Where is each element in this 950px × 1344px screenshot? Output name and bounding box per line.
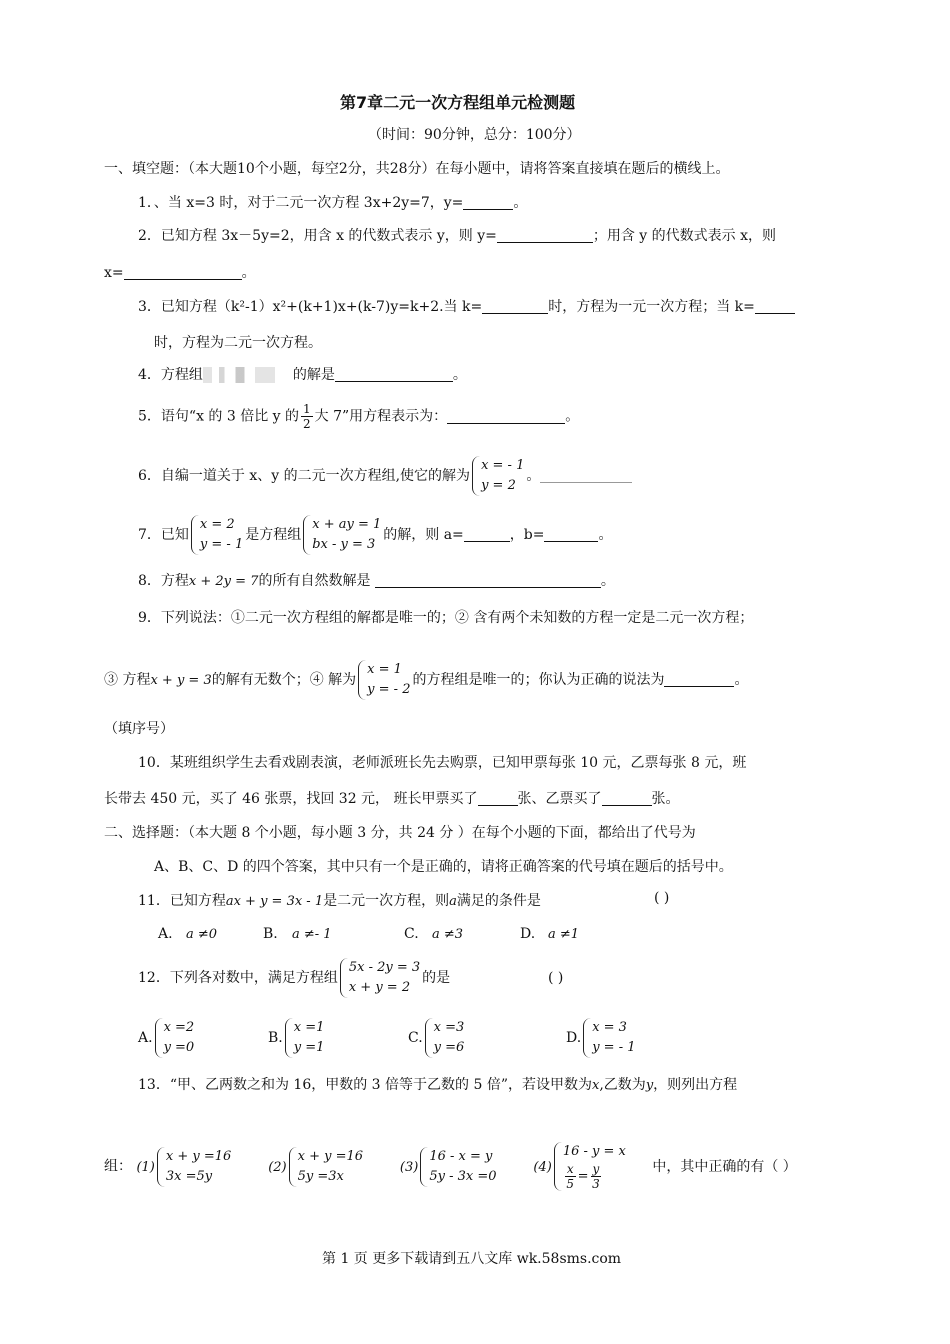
eq-line: 5x - 2y = 3: [348, 960, 421, 975]
option-system: [583, 1018, 635, 1058]
question-1: [138, 192, 527, 212]
q11-text-c: 满足的条件是: [456, 893, 541, 909]
section1-header: 一、填空题：（本大题10个小题，每空2分，共28分）在每小题中，请将答案直接填在题后的横线上。: [104, 161, 730, 177]
option-label: (3): [399, 1159, 419, 1175]
page-subtitle: （时间：90分钟，总分：100分）: [368, 127, 581, 143]
fraction: [301, 402, 313, 431]
q11-option-d-label: D.: [520, 926, 536, 942]
option-label: (4): [533, 1159, 552, 1175]
answer-blank[interactable]: [375, 573, 601, 588]
q12-option-d: [566, 1018, 638, 1058]
option-system: [425, 1018, 465, 1058]
eq-line: bx - y = 3: [312, 537, 376, 552]
q7-text-a: 7．已知: [138, 527, 189, 543]
question-10: 10．某班组织学生去看戏剧表演，老师派班长先去购票，已知甲票每张 10 元，乙票每张 8 元，班: [138, 755, 747, 771]
equation-system: [340, 958, 420, 998]
answer-blank[interactable]: [482, 299, 548, 314]
q9-text-b: ③ 方程: [104, 672, 151, 688]
option-system: [285, 1018, 325, 1058]
answer-blank[interactable]: [335, 367, 453, 382]
question-9-line3: （填序号）: [104, 721, 174, 737]
option-label: D.: [566, 1030, 582, 1046]
q6-text: 6．自编一道关于 x、y 的二元一次方程组,使它的解为: [138, 468, 471, 484]
fraction: [591, 1162, 602, 1191]
q9-text-d: 的方程组是唯一的；你认为正确的说法为: [412, 672, 665, 688]
answer-paren[interactable]: ( ): [548, 970, 564, 986]
eq-line: y =6: [433, 1040, 465, 1055]
question-2-line2: [104, 262, 256, 282]
q11-option-a: a ≠0: [186, 927, 218, 942]
answer-blank[interactable]: [664, 672, 734, 687]
question-9: 9．下列说法：①二元一次方程组的解都是唯一的；② 含有两个未知数的方程一定是二元一次方程；: [138, 610, 754, 626]
period: 。: [600, 573, 615, 589]
equation: x + y = 3: [150, 673, 212, 688]
eq-line: x =1: [293, 1020, 325, 1035]
q11-option-c: a ≠3: [432, 927, 464, 942]
q11-text-b: 是二元一次方程，则: [323, 893, 450, 909]
q11-option-b-label: B.: [263, 926, 278, 942]
q13-text-c: ，则列出方程: [653, 1077, 738, 1093]
eq-line: x =2: [163, 1020, 195, 1035]
eq-line: y = - 2: [367, 682, 411, 697]
q12-option-b: [268, 1018, 326, 1058]
question-9-line2: [104, 660, 748, 700]
variable: x: [592, 1078, 600, 1093]
eq-line: y =1: [293, 1040, 325, 1055]
eq-line: 16 - y = x: [562, 1144, 626, 1159]
q2-text-c: x=: [104, 265, 124, 281]
equation: ax + y = 3x - 1: [225, 894, 324, 909]
question-11: [138, 890, 541, 910]
period: 。: [598, 527, 613, 543]
answer-blank[interactable]: [497, 228, 593, 243]
q12-option-a: [138, 1018, 196, 1058]
eq-line: 5y - 3x =0: [429, 1168, 497, 1184]
eq-line: y =0: [163, 1040, 195, 1055]
eq-line: 16 - x = y: [429, 1148, 493, 1164]
answer-blank[interactable]: [464, 527, 510, 542]
q5-text-a: 5．语句“x 的 3 倍比 y 的: [138, 408, 300, 425]
eq-line: x + ay = 1: [312, 517, 382, 532]
answer-blank[interactable]: [544, 527, 598, 542]
denominator: 3: [592, 1177, 600, 1191]
variable: y: [645, 1078, 654, 1093]
q8-text-a: 8．方程: [138, 573, 189, 589]
option-system: [420, 1147, 496, 1187]
question-5: [138, 402, 579, 431]
eq-line: x = 3: [592, 1020, 627, 1035]
option-system: [157, 1147, 231, 1187]
q2-text-a: 2．已知方程 3x－5y=2，用含 x 的代数式表示 y，则 y=: [138, 228, 497, 244]
option-system: [289, 1147, 363, 1187]
q7-text-d: ，b=: [509, 527, 545, 543]
solution-system: [358, 660, 410, 700]
q11-option-d: a ≠1: [548, 927, 580, 942]
question-12: [138, 958, 450, 998]
eq-line: y = - 1: [592, 1040, 636, 1055]
q10-text-b: 长带去 450 元，买了 46 张票，找回 32 元， 班长甲票买了: [104, 791, 478, 807]
period: 。: [452, 367, 467, 383]
period: 。: [513, 195, 528, 211]
q11-option-a-label: A.: [158, 926, 173, 942]
question-13-line2: [104, 1142, 797, 1191]
page-footer: 第 1 页 更多下载请到五八文库 wk.58sms.com: [322, 1251, 622, 1267]
q10-text-d: 张。: [651, 791, 680, 807]
solution-system: [191, 515, 243, 555]
eq-line: 5y =3x: [297, 1168, 344, 1184]
answer-blank[interactable]: [463, 195, 513, 210]
page-title: 第7章二元一次方程组单元检测题: [340, 93, 576, 112]
q10-text-c: 张、乙票买了: [517, 791, 602, 807]
equation-system: [303, 515, 381, 555]
q12-text-b: 的是: [422, 970, 451, 986]
eq-line: 3x =5y: [165, 1168, 213, 1184]
question-7: [138, 515, 612, 555]
answer-blank[interactable]: [478, 791, 518, 806]
equation: x + 2y = 7: [188, 574, 259, 589]
q13-text-a: 13．“甲、乙两数之和为 16，甲数的 3 倍等于乙数的 5 倍”，若设甲数为: [138, 1077, 593, 1093]
section2-header: 二、选择题：（本大题 8 个小题，每小题 3 分，共 24 分 ）在每个小题的下面，都给出了代号为: [104, 825, 696, 841]
question-2: [138, 225, 776, 245]
equals-sign: =: [577, 1169, 589, 1184]
option-label: (2): [268, 1159, 287, 1175]
q12-text-a: 12．下列各对数中，满足方程组: [138, 970, 338, 986]
eq-line: x = 2: [199, 517, 235, 532]
denominator: 2: [303, 417, 311, 431]
variable: a: [449, 894, 457, 909]
q1-text: 1．、当 x=3 时，对于二元一次方程 3x+2y=7，y=: [138, 195, 464, 211]
section2-header-line2: A、B、C、D 的四个答案，其中只有一个是正确的，请将正确答案的代号填在题后的括号中。: [154, 859, 733, 875]
question-8: [138, 570, 615, 590]
answer-blank[interactable]: [602, 791, 652, 806]
option-system: [554, 1142, 626, 1191]
option-label: C.: [408, 1030, 423, 1046]
option-label: (1): [136, 1159, 155, 1175]
q13-option-4: [533, 1144, 627, 1191]
question-10-line2: [104, 788, 680, 808]
q13-text-e: 中，其中正确的有（ ）: [652, 1158, 797, 1175]
option-label: A.: [138, 1030, 153, 1046]
q5-text-b: 大 7”用方程表示为：: [314, 408, 448, 425]
q13-option-2: [268, 1148, 365, 1184]
period: 。: [565, 408, 580, 425]
eq-line: x = 1: [367, 662, 402, 677]
q2-text-b: ；用含 y 的代数式表示 x，则: [592, 228, 777, 244]
answer-blank[interactable]: [755, 299, 795, 314]
q7-text-c: 的解，则 a=: [383, 527, 464, 543]
fraction: [565, 1162, 576, 1191]
q4-text-b: 的解是: [292, 367, 335, 383]
answer-paren[interactable]: ( ): [654, 890, 670, 906]
q3-text-a: 3．已知方程（k²-1）x²+(k+1)x+(k-7)y=k+2.当 k=: [138, 299, 483, 315]
q8-text-b: 的所有自然数解是: [258, 573, 371, 589]
q11-option-c-label: C.: [404, 926, 419, 942]
solution-system: [472, 456, 524, 496]
q11-option-b: a ≠- 1: [292, 927, 332, 942]
eq-line: x = - 1: [481, 458, 525, 473]
eq-line: x =3: [433, 1020, 465, 1035]
eq-line: x + y = 2: [348, 980, 411, 995]
question-4: [138, 364, 467, 384]
q13-option-1: [136, 1148, 233, 1184]
numerator: x: [566, 1162, 574, 1176]
q3-text-b: 时，方程为一元一次方程；当 k=: [548, 299, 755, 315]
option-label: B.: [268, 1030, 283, 1046]
question-3-line2: 时，方程为二元一次方程。: [154, 335, 322, 351]
eq-line: y = 2: [481, 478, 516, 493]
eq-line: x + y =16: [297, 1148, 364, 1164]
question-13: [138, 1074, 737, 1094]
eq-line: x + y =16: [165, 1148, 232, 1164]
question-6: [138, 456, 632, 496]
answer-blank[interactable]: [540, 468, 632, 483]
q13-text-d: 组：: [104, 1158, 132, 1175]
numerator: 1: [303, 402, 311, 416]
q7-text-b: 是方程组: [245, 527, 302, 543]
q12-option-c: [408, 1018, 466, 1058]
q13-text-b: ,乙数为: [599, 1077, 646, 1093]
denominator: 5: [566, 1177, 575, 1191]
q11-text-a: 11．已知方程: [138, 893, 226, 909]
answer-blank[interactable]: [447, 409, 565, 424]
option-system: [155, 1018, 195, 1058]
q9-text-c: 的解有无数个；④ 解为: [211, 672, 357, 688]
q4-text-a: 4．方程组: [138, 367, 203, 383]
question-3: [138, 296, 795, 316]
eq-line: y = - 1: [199, 537, 244, 552]
equation-system-image: [203, 367, 293, 383]
eq-line: [563, 1162, 626, 1191]
numerator: y: [592, 1162, 600, 1176]
q13-option-3: [399, 1148, 499, 1184]
period: 。: [241, 265, 256, 281]
period: 。: [526, 468, 541, 484]
period: 。: [734, 672, 749, 688]
answer-blank[interactable]: [124, 265, 242, 280]
